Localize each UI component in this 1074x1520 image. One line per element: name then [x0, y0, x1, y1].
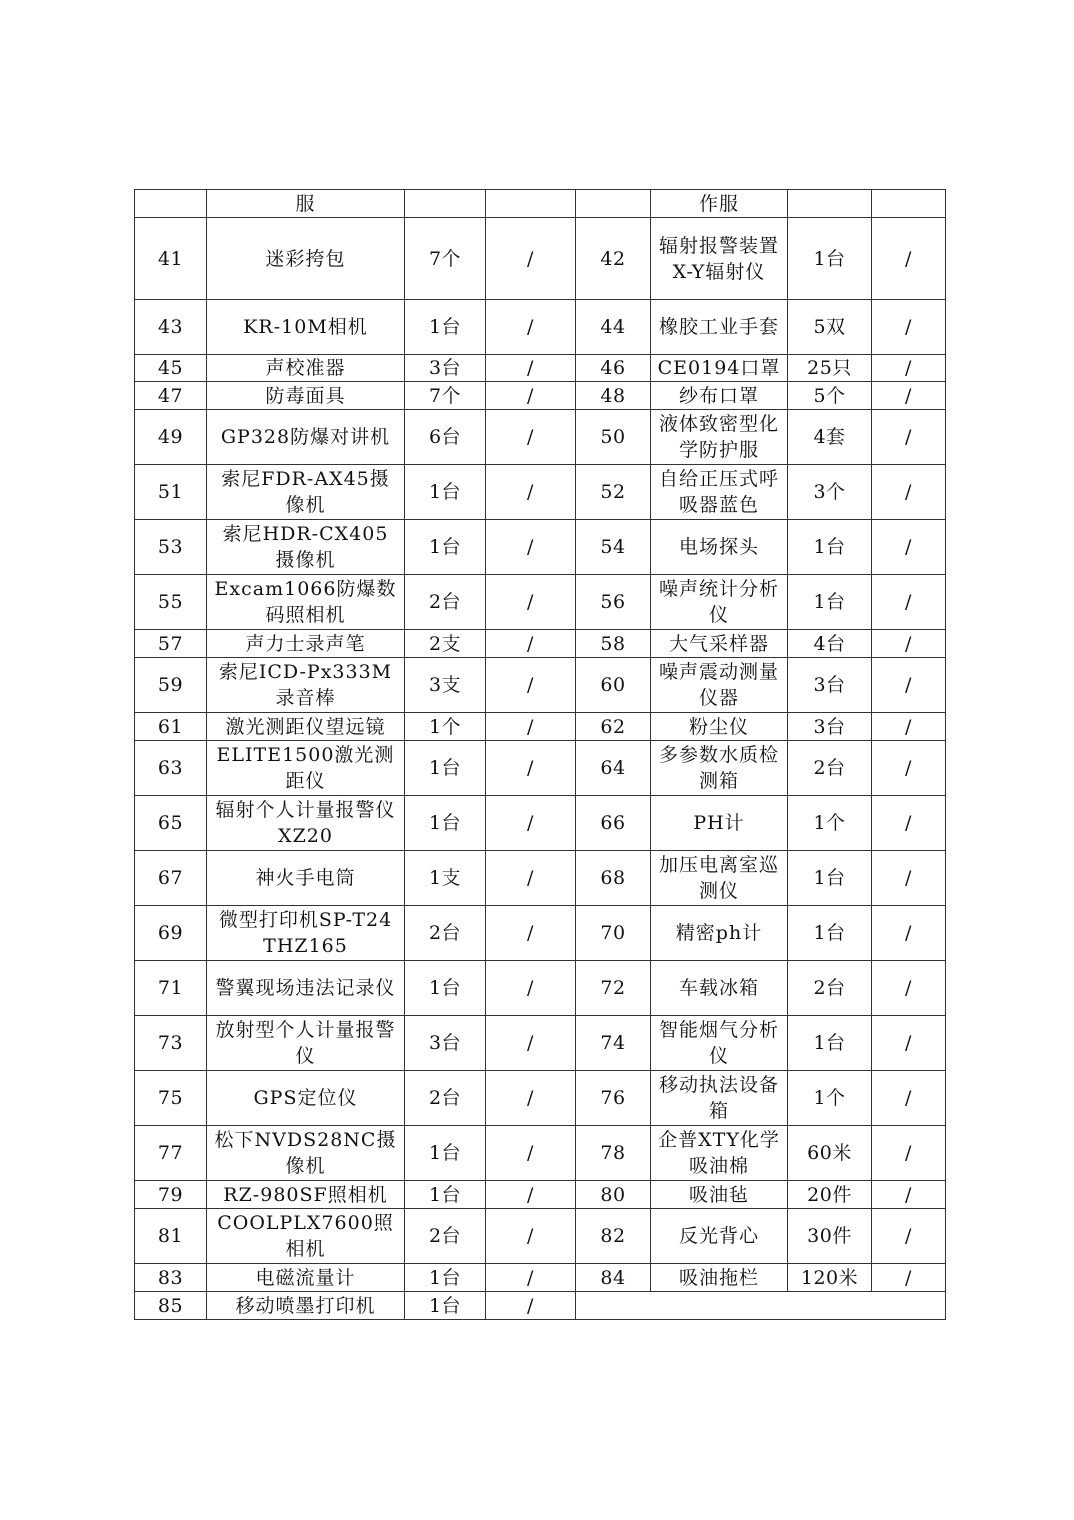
item-note-cell: / [872, 713, 946, 741]
table-row [135, 575, 946, 630]
item-note-cell: / [872, 1181, 946, 1209]
item-quantity-cell: 2台 [405, 575, 486, 630]
item-name-cell: GPS定位仪 [207, 1071, 405, 1126]
item-quantity-cell: 5个 [788, 382, 872, 410]
item-number-cell: 63 [135, 741, 207, 796]
item-quantity-cell: 1台 [405, 1264, 486, 1292]
item-note-cell: / [872, 1126, 946, 1181]
item-quantity-cell: 3台 [788, 658, 872, 713]
item-number-cell: 46 [576, 355, 651, 382]
item-quantity-cell: 1个 [405, 713, 486, 741]
item-name-cell: 企普XTY化学吸油棉 [651, 1126, 788, 1181]
item-name-cell: ELITE1500激光测距仪 [207, 741, 405, 796]
item-quantity-cell: 1台 [788, 520, 872, 575]
item-name-cell: 车载冰箱 [651, 961, 788, 1016]
item-quantity-cell: 3支 [405, 658, 486, 713]
item-name-cell: 自给正压式呼吸器蓝色 [651, 465, 788, 520]
item-quantity-cell: 3个 [788, 465, 872, 520]
item-name-cell: 移动执法设备箱 [651, 1071, 788, 1126]
item-note-cell: / [872, 1209, 946, 1264]
item-quantity-cell: 3台 [788, 713, 872, 741]
item-name-cell: 噪声统计分析仪 [651, 575, 788, 630]
item-number-cell: 42 [576, 218, 651, 300]
item-note-cell: / [486, 658, 576, 713]
item-number-cell: 77 [135, 1126, 207, 1181]
item-name-cell: 多参数水质检测箱 [651, 741, 788, 796]
item-quantity-cell: 2台 [405, 1071, 486, 1126]
item-quantity-cell: 120米 [788, 1264, 872, 1292]
item-number-cell: 43 [135, 300, 207, 355]
item-name-cell: 辐射报警装置X-Y辐射仪 [651, 218, 788, 300]
table-row-continuation [135, 190, 946, 218]
item-name-cell: 放射型个人计量报警仪 [207, 1016, 405, 1071]
equipment-table [134, 189, 946, 1320]
item-quantity-cell: 2台 [788, 961, 872, 1016]
item-note-cell: / [486, 713, 576, 741]
item-name-cell: 大气采样器 [651, 630, 788, 658]
item-quantity-cell: 25只 [788, 355, 872, 382]
item-note-cell: / [872, 520, 946, 575]
table-row [135, 520, 946, 575]
item-note-cell: / [486, 465, 576, 520]
item-note-cell: / [872, 741, 946, 796]
item-note-cell: / [486, 796, 576, 851]
item-quantity-cell: 5双 [788, 300, 872, 355]
item-quantity-cell: 1台 [405, 796, 486, 851]
table-row [135, 1209, 946, 1264]
item-note-cell: / [486, 1292, 576, 1320]
table-row [135, 741, 946, 796]
table-row [135, 961, 946, 1016]
item-quantity-cell: 4套 [788, 410, 872, 465]
item-note-cell: / [486, 851, 576, 906]
item-note-cell: / [872, 1071, 946, 1126]
item-number-cell: 54 [576, 520, 651, 575]
item-quantity-cell: 1台 [788, 851, 872, 906]
item-note-cell: / [486, 1126, 576, 1181]
item-quantity-cell: 7个 [405, 382, 486, 410]
table-row [135, 1126, 946, 1181]
item-quantity-cell: 30件 [788, 1209, 872, 1264]
item-quantity-cell: 2台 [405, 1209, 486, 1264]
item-quantity-cell: 1台 [405, 1181, 486, 1209]
item-quantity-cell: 6台 [405, 410, 486, 465]
item-number-cell: 58 [576, 630, 651, 658]
item-number-cell: 41 [135, 218, 207, 300]
item-quantity-cell: 1台 [405, 520, 486, 575]
item-number-cell: 47 [135, 382, 207, 410]
item-number-cell: 73 [135, 1016, 207, 1071]
item-note-cell: / [486, 575, 576, 630]
item-number-cell: 71 [135, 961, 207, 1016]
item-name-cell: CE0194口罩 [651, 355, 788, 382]
item-name-cell: GP328防爆对讲机 [207, 410, 405, 465]
item-name-cell: 粉尘仪 [651, 713, 788, 741]
item-name-cell: 移动喷墨打印机 [207, 1292, 405, 1320]
table-body [135, 190, 946, 1320]
item-name-cell: 智能烟气分析仪 [651, 1016, 788, 1071]
table-row [135, 906, 946, 961]
item-quantity-cell: 20件 [788, 1181, 872, 1209]
item-name-cell: 液体致密型化学防护服 [651, 410, 788, 465]
item-note-cell: / [486, 382, 576, 410]
item-number-cell: 78 [576, 1126, 651, 1181]
item-quantity-cell: 1台 [405, 961, 486, 1016]
table-row [135, 796, 946, 851]
table-row [135, 300, 946, 355]
item-note-cell: / [486, 1181, 576, 1209]
item-name-cell: 警翼现场违法记录仪 [207, 961, 405, 1016]
item-note-cell: / [486, 300, 576, 355]
table-row [135, 410, 946, 465]
item-number-cell: 85 [135, 1292, 207, 1320]
item-name-cell: KR-10M相机 [207, 300, 405, 355]
item-quantity-cell: 3台 [405, 355, 486, 382]
item-note-cell: / [486, 630, 576, 658]
item-name-cell: 微型打印机SP-T24THZ165 [207, 906, 405, 961]
item-number-cell [576, 190, 651, 218]
item-note-cell: / [486, 906, 576, 961]
item-note-cell: / [872, 1016, 946, 1071]
item-name-cell: COOLPLX7600照相机 [207, 1209, 405, 1264]
item-name-cell: RZ-980SF照相机 [207, 1181, 405, 1209]
item-name-cell: 辐射个人计量报警仪XZ20 [207, 796, 405, 851]
item-number-cell: 74 [576, 1016, 651, 1071]
item-number-cell: 79 [135, 1181, 207, 1209]
item-name-cell: 噪声震动测量仪器 [651, 658, 788, 713]
table-row [135, 1016, 946, 1071]
item-note-cell: / [486, 1071, 576, 1126]
item-name-cell: Excam1066防爆数码照相机 [207, 575, 405, 630]
item-name-cell: 松下NVDS28NC摄像机 [207, 1126, 405, 1181]
item-note-cell: / [872, 218, 946, 300]
item-name-cell: 声力士录声笔 [207, 630, 405, 658]
item-quantity-cell: 1台 [405, 465, 486, 520]
item-note-cell: / [486, 741, 576, 796]
item-name-cell: 精密ph计 [651, 906, 788, 961]
item-quantity-cell: 1个 [788, 1071, 872, 1126]
item-number-cell: 66 [576, 796, 651, 851]
item-note-cell: / [486, 218, 576, 300]
table-row [135, 1071, 946, 1126]
item-note-cell: / [486, 355, 576, 382]
item-quantity-cell: 1台 [788, 1016, 872, 1071]
table-row [135, 218, 946, 300]
item-quantity-cell: 2台 [788, 741, 872, 796]
item-number-cell: 70 [576, 906, 651, 961]
item-quantity-cell: 2支 [405, 630, 486, 658]
item-quantity-cell: 1个 [788, 796, 872, 851]
item-quantity-cell: 1台 [788, 218, 872, 300]
item-note-cell: / [872, 851, 946, 906]
item-number-cell: 69 [135, 906, 207, 961]
item-number-cell: 67 [135, 851, 207, 906]
item-name-cell: 纱布口罩 [651, 382, 788, 410]
item-name-cell: 服 [207, 190, 405, 218]
item-quantity-cell [405, 190, 486, 218]
item-quantity-cell: 1台 [405, 1126, 486, 1181]
item-number-cell: 59 [135, 658, 207, 713]
item-number-cell: 49 [135, 410, 207, 465]
table-row [135, 465, 946, 520]
item-number-cell: 65 [135, 796, 207, 851]
item-number-cell: 80 [576, 1181, 651, 1209]
item-number-cell: 51 [135, 465, 207, 520]
item-number-cell: 76 [576, 1071, 651, 1126]
item-note-cell [872, 190, 946, 218]
item-name-cell: PH计 [651, 796, 788, 851]
table-row [135, 355, 946, 382]
item-number-cell: 83 [135, 1264, 207, 1292]
table-row [135, 382, 946, 410]
item-note-cell: / [486, 961, 576, 1016]
item-quantity-cell: 7个 [405, 218, 486, 300]
item-number-cell: 60 [576, 658, 651, 713]
item-quantity-cell: 1台 [405, 1292, 486, 1320]
item-name-cell: 作服 [651, 190, 788, 218]
item-note-cell: / [486, 410, 576, 465]
item-note-cell: / [872, 575, 946, 630]
item-quantity-cell: 2台 [405, 906, 486, 961]
item-quantity-cell: 60米 [788, 1126, 872, 1181]
item-name-cell: 防毒面具 [207, 382, 405, 410]
item-note-cell: / [872, 961, 946, 1016]
item-note-cell: / [872, 410, 946, 465]
item-note-cell: / [872, 300, 946, 355]
item-number-cell: 62 [576, 713, 651, 741]
item-quantity-cell: 1支 [405, 851, 486, 906]
item-quantity-cell: 3台 [405, 1016, 486, 1071]
item-note-cell [486, 190, 576, 218]
item-quantity-cell: 1台 [788, 906, 872, 961]
empty-merged-cell [576, 1292, 946, 1320]
item-number-cell: 56 [576, 575, 651, 630]
item-number-cell: 75 [135, 1071, 207, 1126]
item-number-cell: 50 [576, 410, 651, 465]
item-number-cell: 44 [576, 300, 651, 355]
item-name-cell: 声校准器 [207, 355, 405, 382]
item-name-cell: 电磁流量计 [207, 1264, 405, 1292]
item-number-cell: 53 [135, 520, 207, 575]
item-note-cell: / [486, 1264, 576, 1292]
item-number-cell: 55 [135, 575, 207, 630]
item-number-cell: 72 [576, 961, 651, 1016]
item-number-cell: 64 [576, 741, 651, 796]
item-name-cell: 加压电离室巡测仪 [651, 851, 788, 906]
table-row [135, 1181, 946, 1209]
item-note-cell: / [872, 658, 946, 713]
item-number-cell: 48 [576, 382, 651, 410]
item-note-cell: / [486, 1209, 576, 1264]
item-quantity-cell: 1台 [405, 741, 486, 796]
table-row [135, 1264, 946, 1292]
item-number-cell: 45 [135, 355, 207, 382]
table-row [135, 658, 946, 713]
table-row [135, 851, 946, 906]
item-note-cell: / [872, 465, 946, 520]
item-note-cell: / [872, 355, 946, 382]
item-name-cell: 电场探头 [651, 520, 788, 575]
table-row [135, 630, 946, 658]
item-note-cell: / [872, 906, 946, 961]
item-number-cell: 82 [576, 1209, 651, 1264]
item-number-cell: 81 [135, 1209, 207, 1264]
item-note-cell: / [486, 520, 576, 575]
item-quantity-cell [788, 190, 872, 218]
item-number-cell: 57 [135, 630, 207, 658]
item-quantity-cell: 1台 [788, 575, 872, 630]
item-quantity-cell: 1台 [405, 300, 486, 355]
item-name-cell: 神火手电筒 [207, 851, 405, 906]
item-name-cell: 索尼FDR-AX45摄像机 [207, 465, 405, 520]
item-name-cell: 橡胶工业手套 [651, 300, 788, 355]
table-row [135, 713, 946, 741]
item-name-cell: 迷彩挎包 [207, 218, 405, 300]
item-note-cell: / [872, 630, 946, 658]
item-number-cell: 84 [576, 1264, 651, 1292]
item-note-cell: / [872, 796, 946, 851]
item-name-cell: 反光背心 [651, 1209, 788, 1264]
item-number-cell [135, 190, 207, 218]
item-number-cell: 52 [576, 465, 651, 520]
item-note-cell: / [486, 1016, 576, 1071]
item-number-cell: 61 [135, 713, 207, 741]
item-name-cell: 索尼ICD-Px333M录音棒 [207, 658, 405, 713]
item-name-cell: 吸油拖栏 [651, 1264, 788, 1292]
item-name-cell: 吸油毡 [651, 1181, 788, 1209]
item-number-cell: 68 [576, 851, 651, 906]
item-note-cell: / [872, 382, 946, 410]
item-note-cell: / [872, 1264, 946, 1292]
item-name-cell: 索尼HDR-CX405摄像机 [207, 520, 405, 575]
item-name-cell: 激光测距仪望远镜 [207, 713, 405, 741]
item-quantity-cell: 4台 [788, 630, 872, 658]
table-row-last [135, 1292, 946, 1320]
